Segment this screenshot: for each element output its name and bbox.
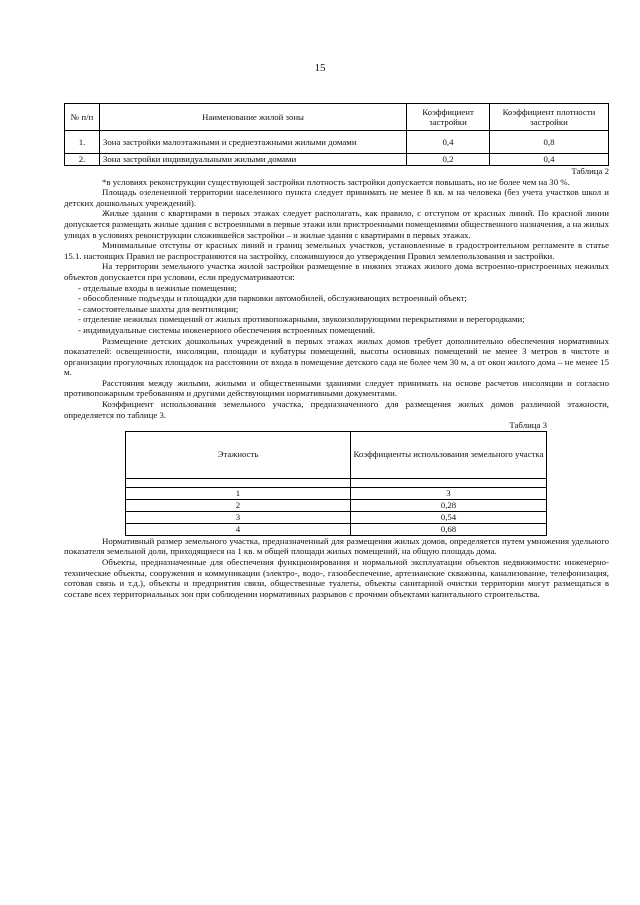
coef-value: 0,54 (351, 511, 547, 523)
table-header-row (126, 431, 547, 478)
table-spacer-row (126, 478, 547, 487)
table-row (126, 511, 547, 523)
list-item: - самостоятельные шахты для вентиляции; (78, 304, 609, 315)
table-row (65, 131, 609, 154)
column-header-build-coef: Коэффициент застройки (407, 104, 490, 131)
column-header-zone-name: Наименование жилой зоны (100, 104, 407, 131)
paragraph: Площадь озелененной территории населенного пункта следует принимать не менее 8 кв. м на человека (без учета участков школ и детских дошкольных учреждений). (64, 187, 609, 208)
density-coef: 0,8 (490, 131, 609, 154)
page-number: 15 (314, 62, 326, 74)
paragraph: Нормативный размер земельного участка, предназначенный для размещения жилых домов, определяется путем умножения удельного показателя земельной доли, приходящиеся на 1 кв. м общей площади жилых помещений, на общую площадь дома. (64, 535, 609, 557)
table-header-row (65, 104, 609, 131)
build-coef: 0,2 (407, 154, 490, 166)
table3-caption: Таблица 3 (509, 420, 547, 431)
coef-value: 0,28 (351, 499, 547, 511)
paragraph: Коэффициент использования земельного участка, предназначенного для размещения жилых домов различной этажности, определяется по таблице 3. (64, 399, 609, 420)
table-row (65, 154, 609, 166)
paragraph: Расстояния между жилыми, жилыми и общественными зданиями следует принимать на основе расчетов инсоляции и согласно противопожарным требованиям и другими действующими нормативными документами. (64, 377, 609, 399)
list-item: - отделение нежилых помещений от жилых противопожарными, звукоизолирующими перекрытиями и перегородками; (78, 314, 609, 325)
paragraph: *в условиях реконструкции существующей застройки плотность застройки допускается повышать, но не более чем на 30 %. (102, 176, 570, 187)
row-number: 2. (65, 154, 100, 166)
column-header-land-coef: Коэффициенты использования земельного участка (351, 431, 547, 478)
density-coef: 0,4 (490, 154, 609, 166)
requirements-list (64, 283, 609, 336)
floors-value: 3 (126, 511, 351, 523)
table3-block (64, 420, 609, 536)
document-body (64, 103, 609, 599)
zone-name: Зона застройки малоэтажными и среднеэтажными жилыми домами (100, 131, 407, 154)
paragraph: На территории земельного участка жилой застройки размещение в нижних этажах жилого дома встроенно-пристроенных нежилых объектов допускается при условии, если предусматриваются: (64, 261, 609, 282)
table-row (126, 499, 547, 511)
list-item: - обособленные подъезды и площадки для парковки автомобилей, обслуживающих встроенный объект; (78, 293, 609, 304)
list-item: - отдельные входы в нежилые помещения; (78, 283, 609, 294)
list-item: - индивидуальные системы инженерного обеспечения встроенных помещений. (78, 325, 609, 336)
paragraph: Жилые здания с квартирами в первых этажах следует располагать, как правило, с отступом от красных линий. По красной линии допускается размещать жилые здания с встроенными в первые этажи или пристроенными помещениями общественного назначения, а на жилых улицах в условиях реконструкции сложившейся застройки – и жилые здания с квартирами в первых этажах. (64, 208, 609, 240)
zone-coefficients-table (64, 103, 609, 166)
table-row (126, 523, 547, 535)
zone-name: Зона застройки индивидуальными жилыми домами (100, 154, 407, 166)
floors-value: 4 (126, 523, 351, 535)
table2-caption: Таблица 2 (571, 166, 609, 176)
paragraph: Минимальные отступы от красных линий и границ земельных участков, установленные в градостроительном регламенте в статье 15.1. настоящих Правил не распространяются на застройку, сложившуюся до утверждения Правил землепользования и застройки. (64, 240, 609, 261)
floors-value: 1 (126, 487, 351, 499)
paragraph: Объекты, предназначенные для обеспечения функционирования и нормальной эксплуатации объектов недвижимости: инженерно-технические объекты, сооружения и коммуникации (электро-, водо-, газообеспечение, артезианские скважины, канализование, телефонизация, сотовая связь и т.д.), объекты и предприятия связи, общественные туалеты, объекты санитарной очистки территории могут размещаться в составе всех территориальных зон при соблюдении нормативных разрывов с прочими объектами капитального строительства. (64, 557, 609, 599)
coef-value: 0,68 (351, 523, 547, 535)
paragraph: Размещение детских дошкольных учреждений в первых этажах жилых домов требует дополнительно обеспечения нормативных показателей: освещенности, инсоляции, площади и кубатуры помещений, высоты основных помещений не менее 3 метров в чистоте и организации прогулочных площадок на расстоянии от входа в помещение детского сада не более чем 30 м, а от окон жилого дома – не менее 15 м. (64, 335, 609, 378)
table-row (126, 487, 547, 499)
row-number: 1. (65, 131, 100, 154)
column-header-floors: Этажность (126, 431, 351, 478)
land-use-coefficients-table (125, 431, 547, 536)
table-cell-empty (351, 478, 547, 487)
floors-value: 2 (126, 499, 351, 511)
build-coef: 0,4 (407, 131, 490, 154)
column-header-number: № п/п (65, 104, 100, 131)
column-header-density-coef: Коэффициент плотности застройки (490, 104, 609, 131)
coef-value: 3 (351, 487, 547, 499)
table-cell-empty (126, 478, 351, 487)
